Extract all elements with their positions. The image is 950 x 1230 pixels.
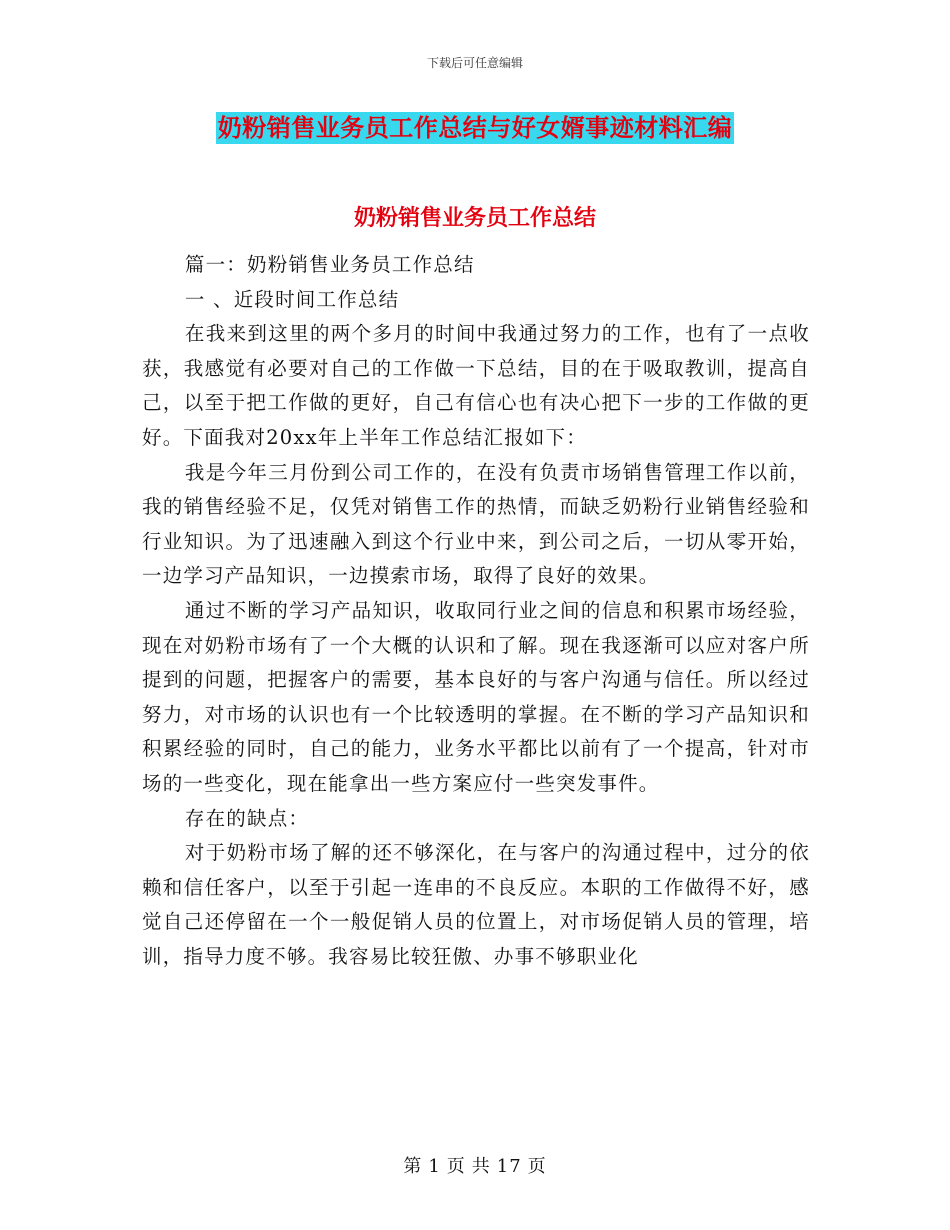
document-body (142, 248, 810, 974)
header-note: 下载后可任意编辑 (426, 56, 523, 70)
document-title (0, 112, 950, 144)
total-pages-number: 17 (496, 1156, 522, 1177)
page-footer (0, 1152, 950, 1178)
paragraph: 一 、近段时间工作总结 (184, 287, 400, 311)
document-title-text: 奶粉销售业务员工作总结与好女婿事迹材料汇编 (217, 113, 733, 142)
total-label: 共 (471, 1156, 491, 1177)
current-page-number: 1 (428, 1156, 441, 1177)
page-label-mid: 页 (446, 1156, 466, 1177)
paragraph: 对于奶粉市场了解的还不够深化，在与客户的沟通过程中，过分的依赖和信任客户，以至于引起一连串的不良反应。本职的工作做得不好，感觉自己还停留在一个一般促销人员的位置上，对市场促销人员的管理，培训，指导力度不够。我容易比较狂傲、办事不够职业化 (142, 841, 810, 968)
page-label-suffix: 页 (527, 1156, 547, 1177)
page-label-prefix: 第 (403, 1156, 423, 1177)
paragraph: 我是今年三月份到公司工作的，在没有负责市场销售管理工作以前，我的销售经验不足，仅凭对销售工作的热情，而缺乏奶粉行业销售经验和行业知识。为了迅速融入到这个行业中来，到公司之后，一切从零开始，一边学习产品知识，一边摸索市场，取得了良好的效果。 (142, 460, 810, 588)
paragraph: 通过不断的学习产品知识，收取同行业之间的信息和积累市场经验，现在对奶粉市场有了一个大概的认识和了解。现在我逐渐可以应对客户所提到的问题，把握客户的需要，基本良好的与客户沟通与信任。所以经过努力，对市场的认识也有一个比较透明的掌握。在不断的学习产品知识和积累经验的同时，自己的能力，业务水平都比以前有了一个提高，针对市场的一些变化，现在能拿出一些方案应付一些突发事件。 (142, 598, 810, 795)
paragraph: 在我来到这里的两个多月的时间中我通过努力的工作，也有了一点收获，我感觉有必要对自己的工作做一下总结，目的在于吸取教训，提高自己，以至于把工作做的更好，自己有信心也有决心把下一步的工作做的更好。下面我对20xx年上半年工作总结汇报如下： (142, 322, 810, 449)
paragraph: 篇一：奶粉销售业务员工作总结 (184, 253, 475, 276)
section-title: 奶粉销售业务员工作总结 (353, 205, 596, 231)
paragraph: 存在的缺点： (184, 806, 310, 830)
